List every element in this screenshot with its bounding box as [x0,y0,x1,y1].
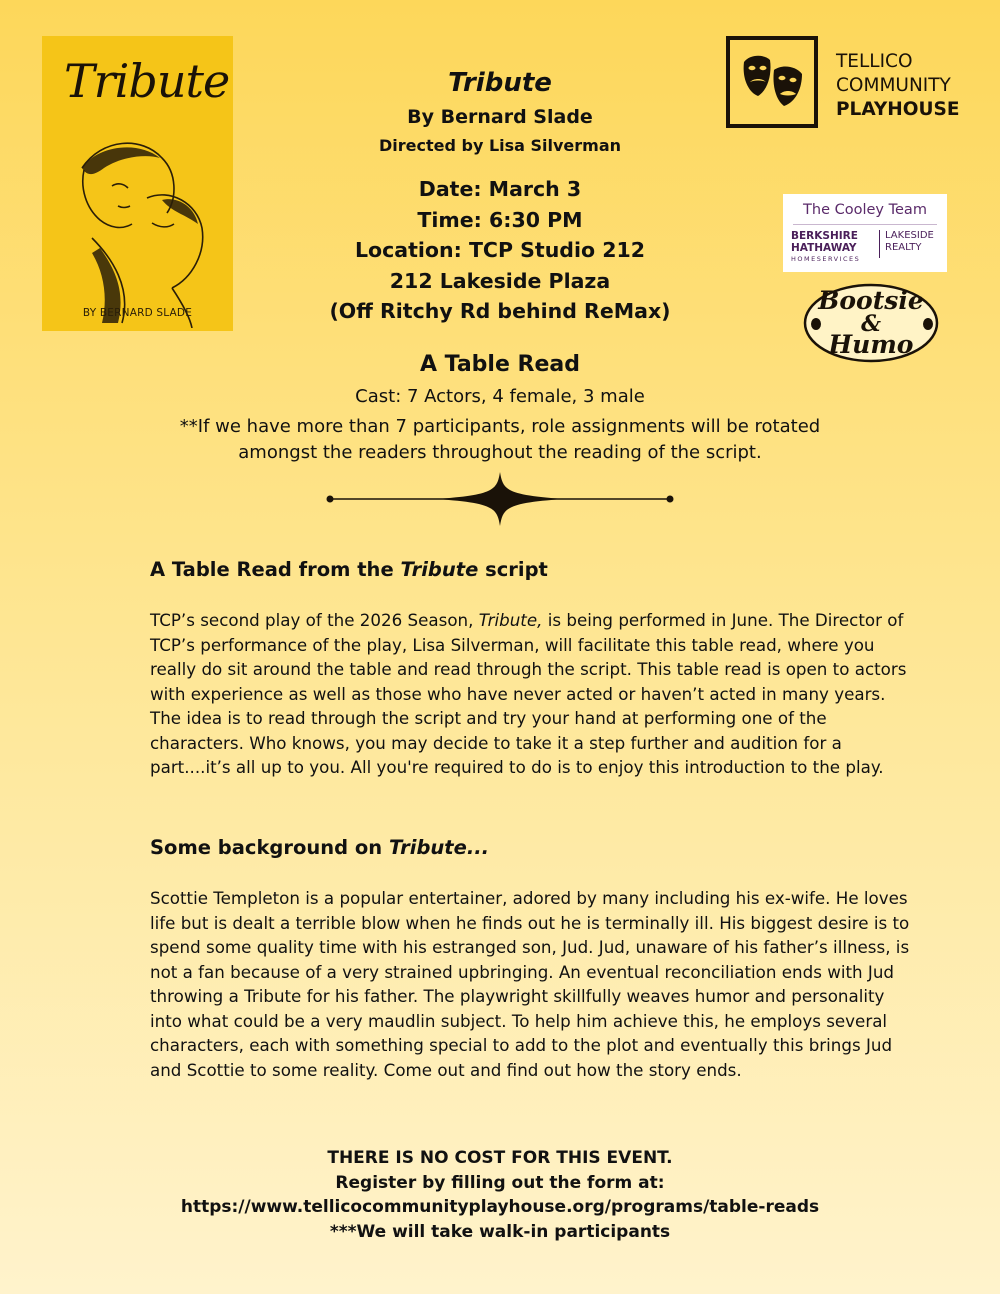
event-info [280,174,720,327]
cooley-rule [793,224,937,225]
book-cover-image [42,36,233,331]
section1-heading [150,558,870,581]
section2-paragraph: Scottie Templeton is a popular entertainer, adored by many including his ex-wife. He loves life but is dealt a terrible blow when he finds out he is terminally ill. His biggest desire is to spend some quality time with his estranged son, Jud. Jud, unaware of his father’s illness, is not a fan because of a very strained upbringing. An eventual reconciliation ends with Jud throwing a Tribute for his father. The playwright skillfully weaves humor and personality into what could be a very maudlin subject. To help him achieve this, he employs several characters, each with something special to add to the plot and eventually this brings Jud and Scottie to some reality. Come out and find out how the story ends. [150,888,910,1080]
section1-heading-prefix: A Table Read from the [150,558,401,581]
tcp-logo [726,36,976,136]
table-read-note-line2: amongst the readers throughout the reading of the script. [238,442,762,463]
berkshire-hathaway-text [791,230,858,254]
section1-para-italic: Tribute, [478,610,543,630]
bh-line2: HATHAWAY [791,242,857,254]
footer [120,1146,880,1244]
walk-in-notice: ***We will take walk-in participants [329,1221,671,1242]
event-address: 212 Lakeside Plaza [389,268,611,293]
cover-author: BY BERNARD SLADE [82,307,193,319]
show-director: Directed by Lisa Silverman [378,136,622,155]
tcp-line3: PLAYHOUSE [836,99,960,120]
tcp-logo-text [836,50,959,122]
bh-line1: BERKSHIRE [791,230,858,242]
register-instructions: Register by filling out the form at: [335,1172,665,1193]
section1-heading-italic: Tribute [400,558,479,581]
table-read-heading: A Table Read [419,352,581,377]
cooley-divider [879,230,880,258]
section2-heading-italic: Tribute... [388,836,490,859]
show-author: By Bernard Slade [407,106,593,128]
cooley-title: The Cooley Team [803,202,927,218]
section1-heading-suffix: script [478,558,548,581]
event-date: Date: March 3 [418,177,582,201]
section1-para-part1: TCP’s second play of the 2026 Season, [150,610,479,630]
lakeside-realty-text [885,230,934,254]
show-title: Tribute [448,68,552,98]
cooley-team-logo [783,194,947,272]
star-divider [326,470,674,528]
tcp-line2: COMMUNITY [836,75,951,96]
homeservices-text: HOMESERVICES [791,255,861,263]
bootsie-humo-logo [802,282,940,364]
section1-para-part2: is being performed in June. The Director of TCP’s performance of the play, Lisa Silverman, will facilitate this table read, where you really do sit around the table and read through the script. This table read is open to actors with experience as well as those who have never acted or haven’t acted in many years. The idea is to read through the script and try your hand at performing one of the characters. Who knows, you may decide to take it a step further and audition for a part....it’s all up to you. All you're required to do is to enjoy this introduction to the play. [150,610,907,777]
four-point-star-icon [436,472,564,526]
section1-paragraph [150,608,910,780]
table-read-note [150,414,850,466]
registration-url[interactable]: https://www.tellicocommunityplayhouse.org/programs/table-reads [180,1197,820,1217]
table-read-note-line1: **If we have more than 7 participants, role assignments will be rotated [179,416,821,437]
lr-line2: REALTY [885,242,922,253]
cover-title: Tribute [64,54,230,108]
bootsie-line3: Humo [828,330,914,359]
section2-heading-prefix: Some background on [150,836,389,859]
theater-masks-icon [726,36,818,128]
cover-illustration [52,128,222,328]
bootsie-line2: & [861,311,881,337]
lr-line1: LAKESIDE [885,230,934,241]
event-time: Time: 6:30 PM [417,207,583,232]
no-cost-notice: THERE IS NO COST FOR THIS EVENT. [327,1148,673,1168]
event-directions: (Off Ritchy Rd behind ReMax) [329,299,671,323]
bootsie-line1: Bootsie [818,286,924,315]
event-location: Location: TCP Studio 212 [354,238,646,262]
table-read-cast: Cast: 7 Actors, 4 female, 3 male [355,386,645,407]
section2-heading [150,836,870,859]
tcp-line1: TELLICO [836,51,913,72]
